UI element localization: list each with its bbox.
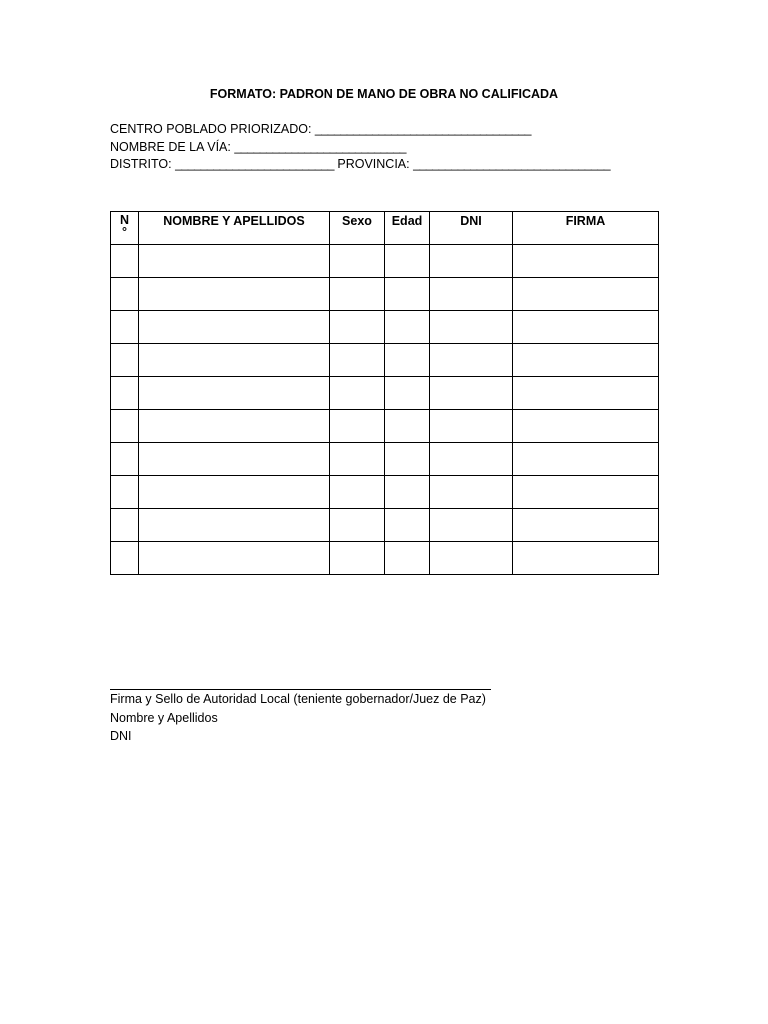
- cell-edad: [385, 311, 430, 344]
- cell-no: [111, 377, 139, 410]
- cell-dni: [430, 509, 513, 542]
- table-row: [111, 311, 659, 344]
- cell-dni: [430, 443, 513, 476]
- cell-edad: [385, 377, 430, 410]
- cell-nombre: [139, 443, 330, 476]
- cell-firma: [513, 344, 659, 377]
- cell-firma: [513, 410, 659, 443]
- cell-nombre: [139, 311, 330, 344]
- cell-dni: [430, 311, 513, 344]
- signature-authority-label: Firma y Sello de Autoridad Local (teniente gobernador/Juez de Paz): [110, 692, 486, 706]
- cell-no: [111, 278, 139, 311]
- cell-nombre: [139, 245, 330, 278]
- cell-edad: [385, 344, 430, 377]
- table-row: [111, 542, 659, 575]
- cell-no: [111, 476, 139, 509]
- cell-sexo: [330, 245, 385, 278]
- header-edad: Edad: [385, 212, 430, 245]
- document-title: FORMATO: PADRON DE MANO DE OBRA NO CALIFICADA: [209, 87, 559, 101]
- table-body: [111, 245, 659, 575]
- cell-firma: [513, 443, 659, 476]
- cell-edad: [385, 476, 430, 509]
- cell-no: [111, 443, 139, 476]
- cell-firma: [513, 476, 659, 509]
- cell-sexo: [330, 476, 385, 509]
- cell-dni: [430, 245, 513, 278]
- distrito-line: _________________________: [175, 157, 334, 171]
- cell-sexo: [330, 542, 385, 575]
- field-nombre-via: [110, 140, 406, 154]
- cell-edad: [385, 509, 430, 542]
- table-row: [111, 443, 659, 476]
- cell-firma: [513, 278, 659, 311]
- header-no: [111, 212, 139, 245]
- cell-no: [111, 245, 139, 278]
- cell-edad: [385, 245, 430, 278]
- header-dni: DNI: [430, 212, 513, 245]
- provincia-line: _______________________________: [413, 157, 611, 171]
- cell-no: [111, 542, 139, 575]
- centro-poblado-line: __________________________________: [314, 122, 531, 136]
- cell-dni: [430, 410, 513, 443]
- table-row: [111, 344, 659, 377]
- cell-sexo: [330, 377, 385, 410]
- cell-sexo: [330, 278, 385, 311]
- header-nombre: NOMBRE Y APELLIDOS: [139, 212, 330, 245]
- cell-nombre: [139, 410, 330, 443]
- header-no-label: N: [119, 213, 130, 227]
- table-row: [111, 476, 659, 509]
- cell-dni: [430, 377, 513, 410]
- header-firma: FIRMA: [513, 212, 659, 245]
- nombre-via-line: ___________________________: [234, 140, 406, 154]
- signature-dni-label: DNI: [110, 729, 132, 743]
- cell-nombre: [139, 476, 330, 509]
- cell-nombre: [139, 344, 330, 377]
- signature-line: [110, 689, 491, 690]
- field-centro-poblado: [110, 122, 531, 136]
- centro-poblado-label: CENTRO POBLADO PRIORIZADO:: [110, 122, 312, 136]
- cell-no: [111, 311, 139, 344]
- cell-nombre: [139, 542, 330, 575]
- cell-dni: [430, 476, 513, 509]
- cell-nombre: [139, 509, 330, 542]
- cell-sexo: [330, 344, 385, 377]
- header-no-degree: °: [122, 225, 127, 239]
- cell-dni: [430, 278, 513, 311]
- cell-dni: [430, 542, 513, 575]
- cell-firma: [513, 377, 659, 410]
- cell-sexo: [330, 311, 385, 344]
- field-distrito-provincia: [110, 157, 610, 171]
- cell-firma: [513, 509, 659, 542]
- cell-edad: [385, 542, 430, 575]
- table-header-row: [111, 212, 659, 245]
- table-row: [111, 377, 659, 410]
- cell-edad: [385, 278, 430, 311]
- cell-dni: [430, 344, 513, 377]
- cell-sexo: [330, 410, 385, 443]
- table-row: [111, 278, 659, 311]
- header-sexo: Sexo: [330, 212, 385, 245]
- cell-sexo: [330, 509, 385, 542]
- signature-name-label: Nombre y Apellidos: [110, 711, 218, 725]
- table-row: [111, 245, 659, 278]
- cell-firma: [513, 245, 659, 278]
- provincia-label: PROVINCIA:: [337, 157, 410, 171]
- distrito-label: DISTRITO:: [110, 157, 172, 171]
- cell-firma: [513, 542, 659, 575]
- cell-nombre: [139, 377, 330, 410]
- padron-table: [110, 211, 659, 575]
- cell-firma: [513, 311, 659, 344]
- cell-no: [111, 509, 139, 542]
- cell-nombre: [139, 278, 330, 311]
- nombre-via-label: NOMBRE DE LA VÍA:: [110, 140, 231, 154]
- cell-edad: [385, 410, 430, 443]
- table-row: [111, 410, 659, 443]
- cell-no: [111, 410, 139, 443]
- cell-sexo: [330, 443, 385, 476]
- cell-no: [111, 344, 139, 377]
- cell-edad: [385, 443, 430, 476]
- table-row: [111, 509, 659, 542]
